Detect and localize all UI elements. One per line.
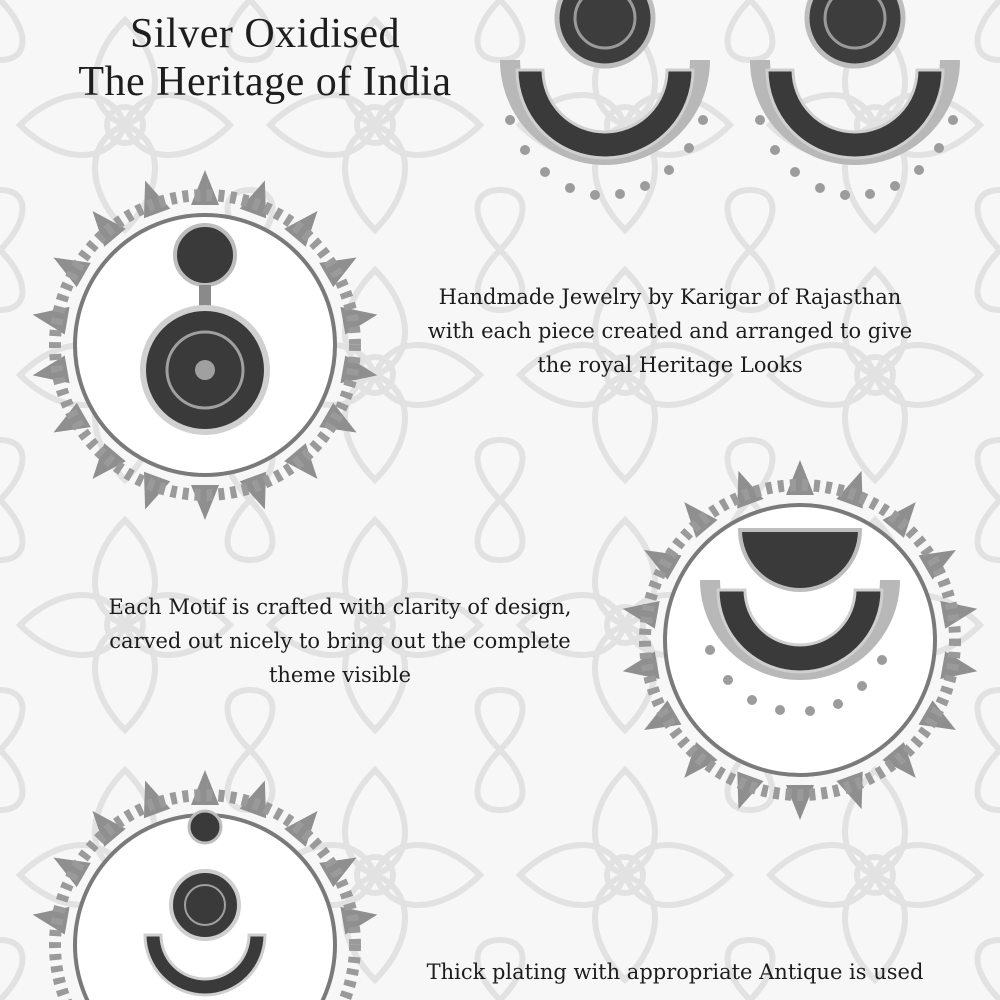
feature-line: Each Motif is crafted with clarity of design, xyxy=(108,595,572,619)
feature-handmade xyxy=(385,280,955,382)
feature-line: the royal Heritage Looks xyxy=(537,353,803,377)
feature-line: with each piece created and arranged to give xyxy=(427,319,913,343)
chandbali-medallion-image xyxy=(620,460,980,820)
feature-plating xyxy=(380,955,970,989)
round-earring-medallion-image xyxy=(30,170,380,520)
chandbali-earring-left xyxy=(500,0,710,200)
earring-pair-image xyxy=(480,0,980,220)
page-title xyxy=(40,10,490,106)
feature-line: Handmade Jewelry by Karigar of Rajasthan xyxy=(438,285,902,309)
chandbali-earring-right xyxy=(750,0,960,200)
feature-line: theme visible xyxy=(268,663,412,687)
feature-line: Thick plating with appropriate Antique is used xyxy=(426,960,924,984)
drop-earring-medallion-image xyxy=(30,770,380,1000)
title-line-1: Silver Oxidised xyxy=(130,11,400,57)
feature-line: carved out nicely to bring out the complete xyxy=(109,629,571,653)
feature-motif xyxy=(60,590,620,692)
title-line-2: The Heritage of India xyxy=(78,59,452,105)
